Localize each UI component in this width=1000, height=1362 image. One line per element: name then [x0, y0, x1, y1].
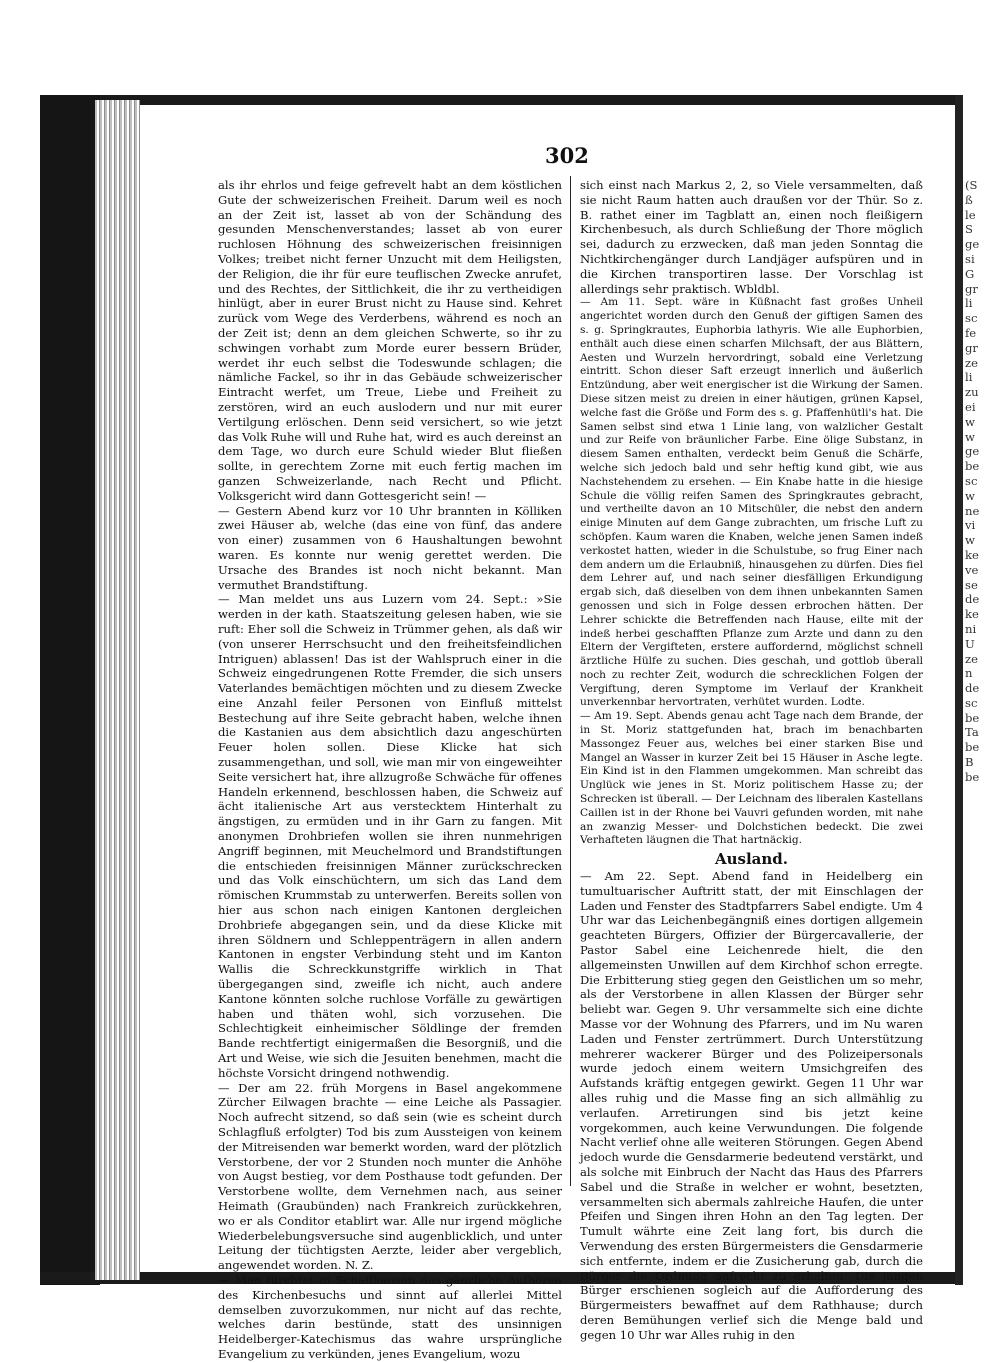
- margin-fragment: ei: [965, 399, 976, 414]
- margin-fragment: ge: [965, 444, 980, 459]
- margin-fragment: si: [965, 251, 975, 266]
- book-binding: [95, 100, 140, 1280]
- scan-border-top: [40, 95, 960, 105]
- margin-fragment: w: [965, 533, 975, 548]
- margin-fragment: sc: [965, 695, 978, 710]
- margin-fragment: ze: [965, 355, 978, 370]
- margin-fragment: be: [965, 459, 980, 474]
- margin-fragment: w: [965, 414, 975, 429]
- margin-fragment: S: [965, 222, 973, 237]
- margin-fragment: sc: [965, 311, 978, 326]
- margin-fragment: li: [965, 370, 973, 385]
- margin-fragment: B: [965, 755, 974, 770]
- margin-fragment: ke: [965, 547, 979, 562]
- book-fold-shadow: [955, 95, 963, 1285]
- margin-fragment: U: [965, 636, 975, 651]
- margin-fragment: w: [965, 429, 975, 444]
- article-basel-coach: — Der am 22. früh Morgens in Basel angekommene Zürcher Eilwagen brachte — eine Leiche als Passagier. Noch aufrecht sitzend, so daß sein (wie es scheint durch Schlagfluß erfolgter) Tod bis zum Aussteigen von keinem der Mitreisenden war bemerkt worden, ward der plötzlich Verstorbene, der vor 2 Stunden noch munter die Anhöhe von Augst bestieg, vor dem Posthause todt gefunden. Der Verstorbene wollte, dem Vernehmen nach, aus seiner Heimath (Graubünden) nach Frankreich zurückkehren, wo er als Conditor etablirt war. Alle nur irgend mögliche Wiederbelebungsversuche sind augenblicklich, und unter Leitung der tüchtigsten Aerzte, leider aber vergeblich, angewendet worden. N. Z.: [218, 1080, 562, 1273]
- margin-fragment: gr: [965, 340, 978, 355]
- margin-fragment: G: [965, 266, 975, 281]
- article-freedom-appeal: als ihr ehrlos und feige gefrevelt habt an dem köstlichen Gute der schweizerischen Freiheit. Darum weil es noch an der Zeit ist, lasset ab von der Schändung des gesunden Menschenverstandes; lasset ab von eurer ruchlosen Höhnung des schweizerischen freisinnigen Volkes; treibet nicht ferner Unzucht mit dem Heiligsten, der Religion, die ihr für eure teuflischen Zwecke anrufet, und des Rechtes, der Sittlichkeit, die ihr zu vertheidigen hinlügt, aber in eurer Brust nicht zu Hause sind. Kehret zurück vom Wege des Verderbens, während es noch an der Zeit ist; denn an dem gleichen Schwerte, so ihr zu schwingen vorhabt zum Morde eurer bessern Brüder, werdet ihr euch selbst die Todeswunde schlagen; die nämliche Fackel, so ihr in das Gebäude schweizerischer Eintracht werfet, um Treue, Liebe und Freiheit zu zerstören, wird an euch auslodern und nur mit eurer Vertilgung erlöschen. Denn seid versichert, so wie jetzt das Volk Ruhe will und Ruhe hat, wird es auch dereinst an dem Tage, wo durch eure Schuld wieder Blut fließen sollte, in gerechtem Zorne mit euch fertig machen im ganzen Schweizerlande, nach Recht und Pflicht. Volksgericht wird dann Gottesgericht sein! —: [218, 178, 562, 503]
- margin-fragment: zu: [965, 385, 979, 400]
- margin-fragment: w: [965, 488, 975, 503]
- margin-fragment: li: [965, 296, 973, 311]
- margin-fragment: de: [965, 592, 980, 607]
- margin-fragment: Ta: [965, 725, 979, 740]
- margin-fragment: ve: [965, 562, 979, 577]
- margin-fragment: be: [965, 769, 980, 784]
- margin-fragment: fe: [965, 325, 977, 340]
- right-column: [580, 178, 923, 1343]
- margin-fragment: vi: [965, 518, 976, 533]
- margin-fragment: sc: [965, 473, 978, 488]
- article-luzern-report: — Man meldet uns aus Luzern vom 24. Sept.: »Sie werden in der kath. Staatszeitung gelesen haben, wie sie ruft: Eher soll die Schweiz in Trümmer gehen, als daß wir (von unserer Herrschsucht und den freiheitsfeindlichen Intriguen) ablassen! Das ist der Wahlspruch einer in die Schweiz eingedrungenen Rotte Fremder, die sich unsers Vaterlandes bemächtigen möchten und zu diesem Zwecke eine Anzahl feiler Personen von Einfluß mittelst Bestechung auf ihre Seite gebracht haben, welche ihnen die Kastanien aus dem absichtlich dazu angeschürten Feuer holen sollen. Diese Klicke hat sich zusammengethan, und soll, wie man mir von eingeweihter Seite versichert hat, ihre allzugroße Schwäche für offenes Handeln erkennend, beschlossen haben, die Schweiz auf ächt italienische Art aus verstecktem Hinterhalt zu ängstigen, zu ermüden und in ihr Garn zu fangen. Mit anonymen Drohbriefen wollen sie ihren nunmehrigen Angriff beginnen, mit Meuchelmord und Brandstiftungen die entschieden freisinnigen Männer zurückschrecken und das Volk einschüchtern, um sich das Land dem römischen Krummstab zu unterwerfen. Bereits sollen von hier aus schon nach einigen Kantonen dergleichen Drohbriefe abgegangen sein, und da diese Klicke mit ihren Söldnern und Schleppenträgern in allen andern Kantonen in engster Verbindung steht und im Kanton Wallis die Schreckkunstgriffe wirklich in That übergegangen sind, zweifle ich nicht, auch andere Kantone könnten solche ruchlose Vorfälle zu gewärtigen haben und thäten wohl, sich vorzusehen. Die Schlechtigkeit einheimischer Söldlinge der fremden Bande rechtfertigt einigermaßen die Besorgniß, und die Art und Weise, wie sich die Jesuiten benehmen, macht die höchste Vorsicht dringend nothwendig.: [218, 592, 562, 1080]
- margin-fragment: ge: [965, 237, 980, 252]
- margin-fragment: le: [965, 207, 976, 222]
- margin-fragment: ß: [965, 192, 973, 207]
- margin-fragment: gr: [965, 281, 978, 296]
- article-schaffhausen-church: — Man fürchtet in Schaffhausen das gänzliche Aufhören des Kirchenbesuchs und sinnt auf allerlei Mittel demselben zuvorzukommen, nur nicht auf das rechte, welches darin bestünde, statt des unsinnigen Heidelberger-Katechismus das wahre ursprüngliche Evangelium zu verkünden, jenes Evangelium, wozu: [218, 1272, 562, 1361]
- article-kuessnacht-poisoning: — Am 11. Sept. wäre in Küßnacht fast großes Unheil angerichtet worden durch den Genuß der giftigen Samen des s. g. Springkrautes, Euphorbia lathyris. Wie alle Euphorbien, enthält auch diese einen scharfen Milchsaft, der aus Blättern, Aesten und Wurzeln hervordringt, sobald eine Verletzung eintritt. Schon dieser Saft erzeugt innerlich und äußerlich Entzündung, aber weit energischer ist die Wirkung der Samen. Diese sitzen meist zu dreien in einer häutigen, grünen Kapsel, welche fast die Größe und Form des s. g. Pfaffenhütli's hat. Die Samen selbst sind etwa 1 Linie lang, von walzlicher Gestalt und zur Reife von bräunlicher Farbe. Eine ölige Substanz, in diesem Samen enthalten, verdeckt beim Genuß die Schärfe, welche sich jedoch bald und sehr heftig kund gibt, wie aus Nachstehendem zu ersehen. — Ein Knabe hatte in die hiesige Schule die völlig reifen Samen des Springkrautes gebracht, und vertheilte davon an 10 Mitschüler, die nebst den andern einige Minuten auf dem Gange zubrachten, um frische Luft zu schöpfen. Kaum waren die Knaben, welche jenen Samen indeß verkostet hatten, wieder in die Schulstube, so frug Einer nach dem andern um die Erlaubniß, hinausgehen zu dürfen. Dies fiel dem Lehrer auf, und nach seiner diesfälligen Erkundigung ergab sich, daß dieselben von dem ihnen unbekannten Samen genossen und sich in Folge dessen erbrochen hätten. Der Lehrer schickte die Betreffenden nach Hause, eilte mit der indeß herbei geschafften Pflanze zum Arzte und dann zu den Eltern der Vergifteten, erstere auffordernd, möglichst schnell ärztliche Hülfe zu suchen. Dies geschah, und gottlob überall noch zu rechter Zeit, wodurch die schrecklichen Folgen der Vergiftung, deren Symptome im Verlauf der Krankheit unverkennbar hervortraten, verhütet wurden. Lodte.: [580, 296, 923, 709]
- article-koelliken-fire: — Gestern Abend kurz vor 10 Uhr brannten in Kölliken zwei Häuser ab, welche (das eine von fünf, das andere von einer) zusammen von 6 Haushaltungen bewohnt waren. Es konnte nur wenig gerettet werden. Die Ursache des Brandes ist noch nicht bekannt. Man vermuthet Brandstiftung.: [218, 503, 562, 592]
- margin-fragment: ze: [965, 651, 978, 666]
- margin-fragment: se: [965, 577, 978, 592]
- margin-fragment: n: [965, 666, 973, 681]
- column-divider: [570, 176, 571, 1186]
- margin-fragment: be: [965, 710, 980, 725]
- article-st-moriz-fire: — Am 19. Sept. Abends genau acht Tage nach dem Brande, der in St. Moriz stattgefunden hat, brach im benachbarten Massongez Feuer aus, welches bei einer starken Bise und Mangel an Wasser in kurzer Zeit bei 15 Häuser in Asche legte. Ein Kind ist in den Flammen umgekommen. Man schreibt das Unglück wie jenes in St. Moriz politischem Hasse zu; der Schrecken ist überall. — Der Leichnam des liberalen Kastellans Caillen ist in der Rhone bei Vauvri gefunden worden, mit nahe an zwanzig Messer- und Dolchstichen bedeckt. Die zwei Verhafteten läugnen die That hartnäckig.: [580, 710, 923, 847]
- article-continuation: sich einst nach Markus 2, 2, so Viele versammelten, daß sie nicht Raum hatten auch draußen vor der Thür. So z. B. rathet einer im Tagblatt an, einen noch fleißigern Kirchenbesuch, als durch Schließung der Thore möglich sei, dadurch zu erzwecken, daß man jeden Sonntag die Nichtkirchengänger durch Landjäger aufspüren und in die Kirchen transportiren lasse. Der Vorschlag ist allerdings sehr praktisch. Wbldbl.: [580, 178, 923, 296]
- margin-fragment: ne: [965, 503, 980, 518]
- scan-border-left: [40, 95, 100, 1285]
- left-column: [218, 178, 562, 1362]
- section-heading-ausland: Ausland.: [714, 850, 789, 869]
- margin-fragment: (S: [965, 178, 978, 192]
- article-heidelberg-tumult: — Am 22. Sept. Abend fand in Heidelberg ein tumultuarischer Auftritt statt, der mit Einschlagen der Laden und Fenster des Stadtpfarrers Sabel endigte. Um 4 Uhr war das Leichenbegängniß eines dortigen allgemein geachteten Bürgers, Offizier der Bürgercavallerie, der Pastor Sabel eine Leichenrede hielt, die den allgemeinsten Unwillen auf dem Kirchhof schon erregte. Die Erbitterung stieg gegen den Geistlichen um so mehr, als der Verstorbene in allen Klassen der Bürger sehr beliebt war. Gegen 9. Uhr versammelte sich eine dichte Masse vor der Wohnung des Pfarrers, und im Nu waren Laden und Fenster zertrümmert. Durch Unterstützung mehrerer wackerer Bürger und des Polizeipersonals wurde jedoch einem weitern Umsichgreifen des Aufstands kräftig entgegen gewirkt. Gegen 11 Uhr war alles ruhig und die Masse fing an sich allmählig zu verlaufen. Arretirungen sind bis jetzt keine vorgekommen, auch keine Verwundungen. Die folgende Nacht verlief ohne alle weiteren Störungen. Gegen Abend jedoch wurde die Gensdarmerie bedeutend verstärkt, und als solche mit Einbruch der Nacht das Haus des Pfarrers Sabel und die Straße in welcher er wohnt, besetzten, versammelten sich abermals zahlreiche Haufen, die unter Pfeifen und Singen ihren Hohn an den Tag legten. Der Tumult währte eine Zeit lang fort, bis durch die Verwendung des ersten Bürgermeisters die Gensdarmerie sich entfernte, indem er die Zusicherung gab, durch die Bürger die Ordnung aufrecht zu erhalten. Die jungen Bürger erschienen sogleich auf die Aufforderung des Bürgermeisters bewaffnet auf dem Rathhause; durch deren Bemühungen verlief sich die Menge bald und gegen 10 Uhr war Alles ruhig in den: [580, 869, 923, 1342]
- next-page-margin: [965, 178, 1000, 785]
- margin-fragment: be: [965, 740, 980, 755]
- margin-fragment: ke: [965, 607, 979, 622]
- margin-fragment: ni: [965, 621, 977, 636]
- page-number: 302: [545, 143, 589, 168]
- margin-fragment: de: [965, 681, 980, 696]
